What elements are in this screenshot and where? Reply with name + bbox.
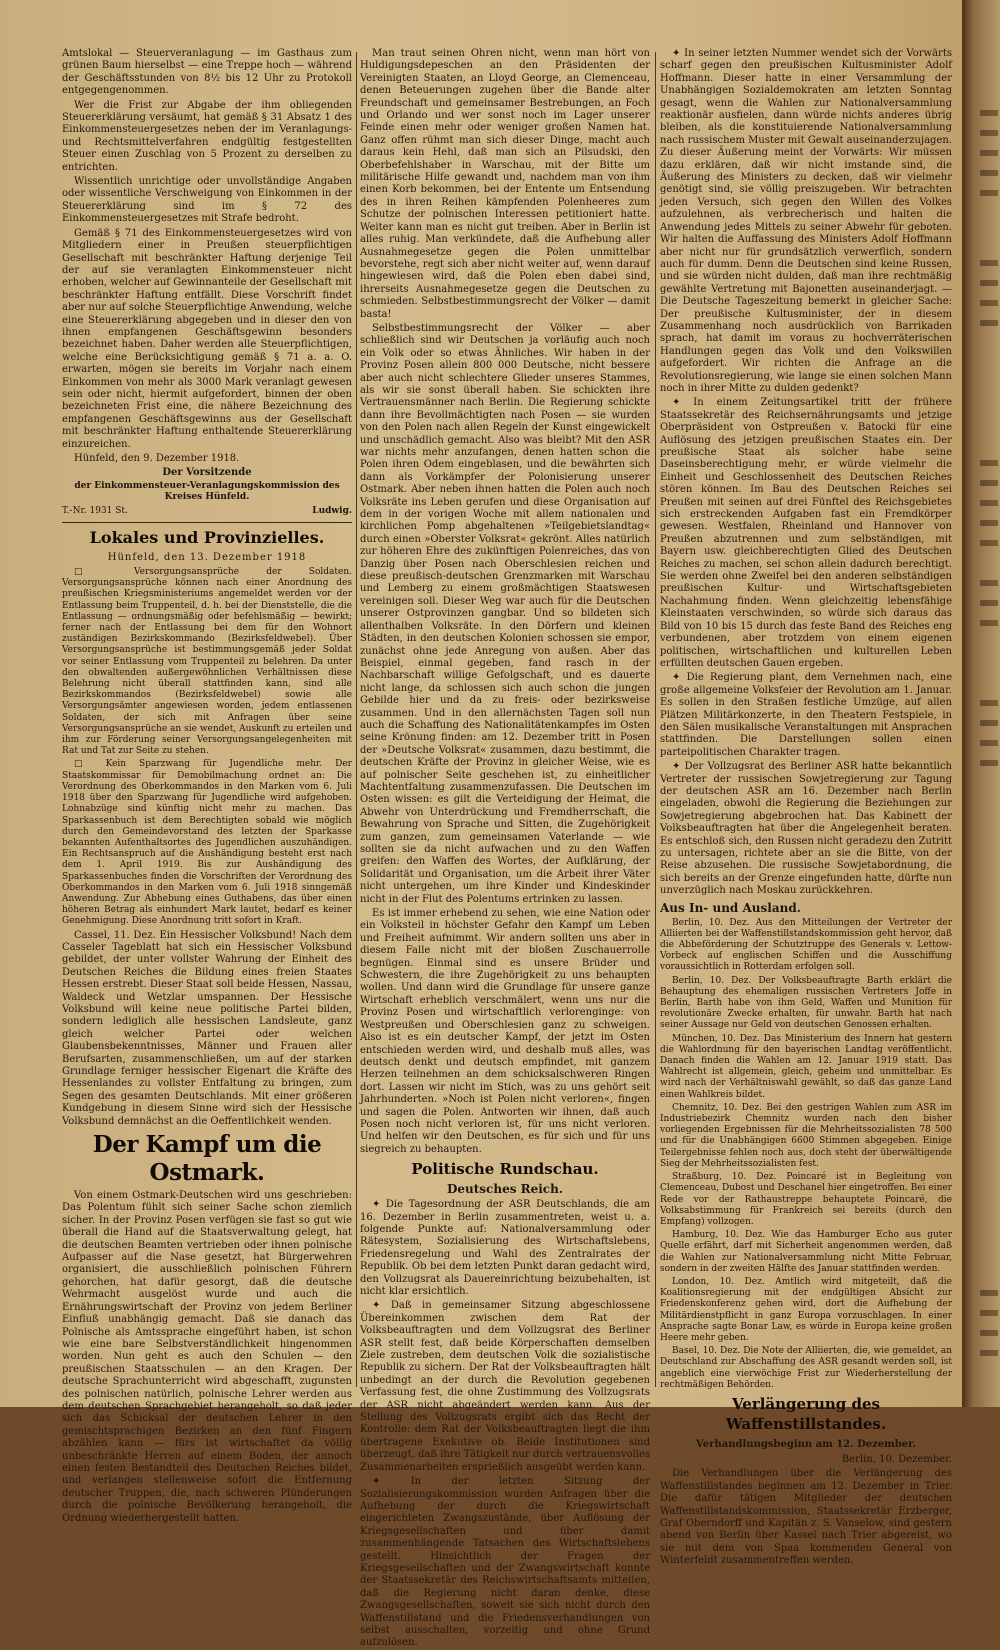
headline-ostmark: Der Kampf um die Ostmark.: [92, 1131, 322, 1187]
adjacent-page-edge: [962, 0, 1000, 1407]
news-item: Hamburg, 10. Dez. Wie das Hamburger Echo aus guter Quelle erfährt, darf mit Sicherheit angenommen werden, daß die Wahlen zur Nationalversammlung nicht Mitte Februar, sondern in der zweiten Hälfte des Januar stattfinden werden.: [660, 1230, 952, 1274]
news-item: London, 10. Dez. Amtlich wird mitgeteilt, daß die Koalitionsregierung mit der endgültigen Absicht zur Friedenskonferenz gehen wird, dort die Aufhebung der Militärdienstpflicht in ganz Europa vorzuschlagen. In einer Ansprache sagte Bonar Law, es würde in Europa keine großen Heere mehr geben.: [660, 1276, 952, 1343]
news-item: Berlin, 10. Dez. Der Volksbeauftragte Barth erklärt die Behauptung des ehemaligen russischen Vertreters Joffe in Berlin, Barth habe von ihm Geld, Waffen und Munition für revolutionäre Zwecke erhalten, für unwahr. Barth hat nach seiner Aussage nur Geld von deutschen Genossen erhalten.: [660, 975, 952, 1031]
notice-paragraph: Wissentlich unrichtige oder unvollständige Angaben oder wissentliche Verschweigung von Einkommen in der Steuererklärung sind im § 72 des Einkommensteuergesetzes mit Strafe bedroht.: [62, 176, 352, 225]
section-dateline: Hünfeld, den 13. Dezember 1918: [107, 551, 307, 563]
news-item: Straßburg, 10. Dez. Poincaré ist in Begleitung von Clemenceau, Dubost und Deschanel hier eingetroffen. Bei einer Rede vor der Rathaustreppe behauptete Poincaré, die Volksabstimmung für Frankreich sei bereits (durch den Empfang) vollzogen.: [660, 1172, 952, 1227]
news-item: □ Versorgungsansprüche der Soldaten. Versorgungsansprüche können nach einer Anordnung des preußischen Kriegsministeriums angemeldet werden vor der Entlassung beim Truppenteil, d. h. bei der Dienststelle, die die Entlassung — ordnungsmäßig oder befehlsmäßig — bewirkt; ferner nach der Entlassung bei dem für den Wohnort zuständigen Bezirkskommando (Bezirksfeldwebel). Über Versorgungsansprüche ist bestimmungsgemäß jeder Soldat vor seiner Entlassung vom Truppenteil zu belehren. Da unter den obwaltenden außergewöhnlichen Verhältnissen diese Belehrung nicht überall stattfinden kann, sind alle Bezirkskommandos (Bezirksfeldwebel) sowie alle Versorgungsämter angewiesen worden, jedem entlassenen Soldaten, der sich mit Anfragen über seine Versorgungsansprüche an sie wendet, Auskunft zu erteilen und ihm zur Förderung seiner Versorgungsangelegenheiten mit Rat und Tat zur Seite zu stehen.: [62, 567, 352, 757]
news-item: Cassel, 11. Dez. Ein Hessischer Volksbund! Nach dem Casseler Tageblatt hat sich ein Hessischer Volksbund gebildet, der unter vollster Wahrung der Einheit des Deutschen Reiches die Bildung eines freien Staates Hessen erstrebt. Dieser Staat soll beide Hessen, Nassau, Waldeck und Wetzlar umspannen. Der Hessische Volksbund will keine neue politische Partei bilden, sondern lediglich alle hessischen Landsleute, ganz gleich welcher Partei oder welchen Glaubensbekenntnisses, Männer und Frauen aller Berufsarten, zusammenschließen, um auf der starken Grundlage ferniger hessischer Eigenart die Kräfte des Hessenlandes zu vollster Entfaltung zu bringen, zum Segen des gesamten Deutschlands. Mit einer größeren Kundgebung in diesem Sinne wird sich der Hessische Volksbund demnächst an die Oeffentlichkeit wenden.: [62, 929, 352, 1127]
section-heading-local: Lokales und Provinzielles.: [89, 527, 325, 547]
article-paragraph: Es ist immer erhebend zu sehen, wie eine Nation oder ein Volksteil in höchster Gefahr den Kampf um Leben und Freiheit aufnimmt. Wir andern sollten uns aber in diesem Falle nicht mit der bloßen Zuschauerrolle begnügen. Einmal sind es unsere Brüder und Schwestern, die ihre Zugehörigkeit zu uns behaupten wollen. Und dann wird die Grundlage für unsere ganze Wirtschaft erheblich verschmälert, wenn uns nur die Provinz Posen und wirtschaftlich verlorenginge: von Westpreußen und Oberschlesien ganz zu schweigen. Also ist es ein deutscher Kampf, der jetzt im Osten entschieden werden wird, und deshalb muß alles, was deutsch denkt und deutsch empfindet, mit ganzem Herzen teilnehmen an dem schicksalschweren Ringen dort. Lassen wir nicht im Stich, was zu uns gehört seit Jahrhunderten. »Noch ist Polen nicht verloren«, fingen und sagen die Polen. Antworten wir ihnen, daß auch Posen noch nicht verloren ist, für uns nicht verloren. Und helfen wir den Deutschen, es für sich und für uns siegreich zu behaupten.: [360, 908, 650, 1155]
subsection-heading: Deutsches Reich.: [446, 1182, 564, 1197]
news-item: ✦ In der letzten Sitzung der Sozialisierungskommission wurden Anfragen über die Aufhebung der durch die Kriegswirtschaft eingerichteten Zwangszustände, über Auflösung der Kriegsgesellschaften und über damit zusammenhängende Tatsachen des Wirtschaftslebens gestellt. Hinsichtlich der Fragen der Kriegsgesellschaften und der Zwangswirtschaft konnte der Staatssekretär des Reichswirtschaftsamts mitteilen, daß die Regierung nicht daran denke, diese Zwangsgesellschaften, soweit sie sich nicht durch den Waffenstillstand und die Friedensverhandlungen von selbst ausschalten, vorzeitig und ohne Grund aufzulösen.: [360, 1476, 650, 1649]
article-paragraph: Die Verhandlungen über die Verlängerung des Waffenstillstandes beginnen am 12. Dezember in Trier. Die dafür tätigen Mitglieder der deutschen Waffenstillstandskommission, Staatssekretär Erzberger, Graf Oberndorff und Kapitän z. S. Vanselow, sind gestern abend von Berlin über Kassel nach Trier abgereist, wo sie mit dem von Spaa kommenden General von Winterfeldt zusammentreffen werden.: [660, 1468, 952, 1567]
news-item: ✦ Daß in gemeinsamer Sitzung abgeschlossene Übereinkommen zwischen dem Rat der Volksbeauftragten und dem Vollzugsrat des Berliner ASR stellt fest, daß beide Körperschaften demselben Ziele zustreben, dem deutschen Volk die sozialistische Republik zu sichern. Der Rat der Volksbeauftragten hält unbedingt an der durch die Revolution gegebenen Verfassung fest, die ohne Zustimmung des Vollzugsrats der ASR nicht abgeändert werden kann. Aus der Stellung des Vollzugsrats ergibt sich das Recht der Kontrolle: dem Rat der Volksbeauftragten liegt die ihm übertragene Exekutive ob. Beide Institutionen sind überzeugt, daß ihre Tätigkeit nur durch vertrauensvolles Zusammenarbeiten ersprießlich ausgeübt werden kann.: [360, 1300, 650, 1473]
notice-signature-title: Der Vorsitzende: [162, 467, 252, 479]
dateline: Berlin, 10. Dezember.: [841, 1453, 952, 1465]
notice-paragraph: Gemäß § 71 des Einkommensteuergesetzes wird von Mitgliedern einer in Preußen steuerpflichtigen Gesellschaft mit beschränkter Haftung derjenige Teil der auf sie veranlagten Einkommensteuer nicht erhoben, welcher auf Gewinnanteile der Gesellschaft mit beschränkter Haftung entfällt. Diese Vorschrift findet aber nur auf solche Steuerpflichtige Anwendung, welche eine Steuererklärung abgegeben und in dieser den von ihnen empfangenen Geschäftsgewinn besonders bezeichnet haben. Daher werden alle Steuerpflichtigen, welche eine Berücksichtigung gemäß § 71 a. a. O. erwarten, mögen sie bereits im Vorjahr nach einem Einkommen von mehr als 3000 Mark veranlagt gewesen sein oder nicht, hiermit aufgefordert, binnen der oben bezeichneten Frist eine, die nähere Bezeichnung des empfangenen Geschäftsgewinns aus der Gesellschaft mit beschränkter Haftung enthaltende Steuererklärung einzureichen.: [62, 227, 352, 450]
column-3: [660, 48, 952, 1567]
notice-place-date: Hünfeld, den 9. Dezember 1918.: [74, 453, 240, 464]
headline-armistice: Verlängerung des Waffenstillstandes.: [725, 1394, 887, 1433]
notice-signature-body: der Einkommensteuer-Veranlagungskommission des Kreises Hünfeld.: [74, 480, 340, 503]
news-item: ✦ Die Tagesordnung der ASR Deutschlands, die am 16. Dezember in Berlin zusammentreten, weist u. a. folgende Punkte auf: Nationalversammlung oder Rätesystem, Sozialisierung des Wirtschaftslebens, Friedensregelung und Wahl des Zentralrates der Republik. Ob bei dem letzten Punkt daran gedacht wird, den Vollzugsrat als Dauereinrichtung beizubehalten, ist nicht klar ersichtlich.: [360, 1199, 650, 1297]
news-item: ✦ Die Regierung plant, dem Vernehmen nach, eine große allgemeine Volksfeier der Revolution am 1. Januar. Es sollen in den Straßen festliche Umzüge, auf allen Plätzen Militärkonzerte, in den Theatern Festspiele, in den Sälen musikalische Veranstaltungen mit Ansprachen stattfinden. Die Darstellungen sollen einen parteipolitischen Charakter tragen.: [660, 672, 952, 758]
news-item: ✦ In einem Zeitungsartikel tritt der frühere Staatssekretär des Reichsernährungsamts und jetzige Oberpräsident von Ostpreußen v. Batocki für eine Auflösung des jetzigen preußischen Staates ein. Der preußische Staat als solcher habe seine Daseinsberechtigung mehr, er würde vielmehr die Einheit und Geschlossenheit des Deutschen Reiches stören können. Im Bau des Deutschen Reiches sei Preußen mit seinen auf drei Fünftel des Reichsgebietes sich erstreckenden Aufgaben fast ein Fremdkörper gewesen. Westfalen, Rheinland und Hannover von Preußen abzutrennen und zum selbständigen, mit Bayern usw. gleichberechtigten Glied des Deutschen Reiches zu machen, sei schon allein dadurch berechtigt. Sie werden ohne Zweifel bei den anderen selbständigen preußischen Kultur- und Wirtschaftsgebieten Nachahmung finden. Wenn gleichzeitig lebensfähige Kleinstaaten verschwinden, so würde sich daraus das Bild von 10 bis 15 durch das feste Band des Reiches eng verbundenen, aber trotzdem von einem eigenen politischen, wirtschaftlichen und kulturellen Leben erfüllten deutschen Gauen ergeben.: [660, 397, 952, 669]
news-item: Berlin, 10. Dez. Aus den Mitteilungen der Vertreter der Alliierten bei der Waffenstillstandskommission geht hervor, daß die Abbeförderung der Schutztruppe des Generals v. Lettow-Vorbeck auf englischen Schiffen und die Ausschiffung voraussichtlich in Rotterdam erfolgen soll.: [660, 917, 952, 973]
news-item: ✦ In seiner letzten Nummer wendet sich der Vorwärts scharf gegen den preußischen Kultusminister Adolf Hoffmann. Dieser hatte in einer Versammlung der Unabhängigen Sozialdemokraten am letzten Sonntag gesagt, wenn die Wahlen zur Nationalversammlung reaktionär ausfielen, dann würde nichts anderes übrig bleiben, als die konstituierende Nationalversammlung nach russischem Muster mit Gewalt auseinanderzujagen. Zu dieser Äußerung meint der Vorwärts: Wir müssen dazu erklären, daß wir nicht imstande sind, die Äußerung des Ministers zu decken, daß wir vielmehr genötigt sind, sie völlig preiszugeben. Wir betrachten jeden Versuch, sich gegen den Willen des Volkes aufzulehnen, als verbrecherisch und halten die Anwendung jedes Mittels zu seiner Abwehr für geboten. Wir halten die Auffassung des Ministers Adolf Hoffmann aber nicht nur für grundsätzlich verwerflich, sondern auch für dumm. Denn die Deutschen sind keine Russen, und sie würden nicht dulden, daß man ihre rechtmäßig gewählte Vertretung mit Bajonetten auseinanderjagt. — Die Deutsche Tageszeitung bemerkt in gleicher Sache: Der preußische Kultusminister, der in diesem Zusammenhang noch ausdrücklich von Barrikaden sprach, hat damit im voraus zu hochverräterischen Handlungen gegen das Volk und den Volkswillen aufgefordert. Wir richten die Anfrage an die Revolutionsregierung, wie lange sie einen solchen Mann noch in ihrer Mitte zu dulden gedenkt?: [660, 48, 952, 394]
article-paragraph: Von einem Ostmark-Deutschen wird uns geschrieben: Das Polentum fühlt sich seiner Sache schon ziemlich sicher. In der Provinz Posen verfügen sie fast so gut wie überall die Hand auf die Staatsverwaltung gelegt, hat die deutschen Beamten vertrieben oder ihnen polnische Aufpasser auf die Nase gesetzt, hat Bürgerwehren organisiert, die ausschließlich polnischen Führern gehorchen, hat dafür gesorgt, daß die deutsche Wehrmacht ausgelöst wurde und auch die Ernährungswirtschaft der Provinz von jedem Berliner Einfluß unabhängig gemacht. Daß sie danach das Polnische als Amtssprache eingeführt haben, ist schon wie eine bare Selbstverständlichkeit hingenommen worden. Nun geht es auch den Schulen — den preußischen Staatsschulen — an den Kragen. Der deutsche Sprachunterricht wird abgeschafft, zugunsten des polnischen natürlich, polnische Lehrer werden aus dem deutschen Sprachgebiet herangeholt, so daß jeder sich das Schicksal der deutschen Lehrer in den gemischtsprachigen Bezirken an den fünf Fingern abzählen kann — fürs ist wirtschaftet da völlig unbeschränkte Herren auf einem Boden, der annoch einen festen Bestandteil des Deutschen Reiches bildet, und verlangen stellenweise sofort die Entfernung deutscher Truppen, die, nach schweren Plünderungen durch die polnische Bevölkerung herangeholt, die Ordnung wiederhergestellt hatten.: [62, 1190, 352, 1524]
column-divider: [356, 52, 357, 1387]
column-1: [62, 48, 352, 1524]
news-item: Chemnitz, 10. Dez. Bei den gestrigen Wahlen zum ASR im Industriebezirk Chemnitz wurden nach den bisher vorliegenden Ergebnissen für die Mehrheitssozialisten 78 500 und für die Unabhängigen 6600 Stimmen abgegeben. Einige Teilergebnisse fehlen noch aus, doch steht der überwältigende Sieg der Mehrheitssozialisten fest.: [660, 1102, 952, 1169]
notice-footer: [62, 505, 352, 517]
article-paragraph: Selbstbestimmungsrecht der Völker — aber schließlich sind wir Deutschen ja vorläufig auch noch ein Volk oder so etwas Ähnliches. Wir haben in der Provinz Posen allein 800 000 Deutsche, nicht bessere aber auch nicht schlechtere Glieder unseres Stammes, als wir sie sonst überall haben. Sie schickten ihre Vertrauensmänner nach Berlin. Die Regierung schickte dann ihre Bevollmächtigten nach Posen — sie wurden von den Polen nach allen Regeln der Kunst eingewickelt und unschädlich gemacht. Also was bleibt? Mit den ASR war nichts mehr anzufangen, denen hatten schon die Polen ihren Odem eingeblasen, und die bewährten sich dann als Vorkämpfer der Polonisierung unserer Ostmark. Aber neben ihnen hatten die Polen auch noch Volksräte ins Leben gerufen und diese Organisation auf dem in der vorigen Woche mit allem nationalen und kirchlichen Pomp abgehaltenen »Teilgebietslandtag« durch einen »Oberster Volksrat« gekrönt. Alles natürlich zur höheren Ehre des zukünftigen Polenreiches, das von Danzig über Posen nach Oberschlesien reichen und diese preußisch-deutschen Grenzmarken mit Warschau und Lemberg zu einem großmächtigen Staatswesen vereinigen soll. Dieser Weg war auch für die Deutschen unserer Ostprovinzen gangbar. Und so bildeten sich allenthalben Volksräte. In den Dörfern und kleinen Städten, in den deutschen Kolonien schossen sie empor, zunächst ohne jede Anregung von außen. Aber das Beispiel, einmal gegeben, fand rasch in der Nachbarschaft willige Gefolgschaft, und es dauerte nicht lange, da schlossen sich auch schon die jungen Gebilde hier und da zu freis- oder bezirksweise zusammen. Und in den allernächsten Tagen soll nun auch die Schaffung des Nationalitätenkampfes im Osten seine Krönung finden: am 12. Dezember tritt in Posen der »Deutsche Volksrat« zusammen, dazu bestimmt, die deutschen Kräfte der Provinz in gleicher Weise, wie es auf polnischer Seite geschehen ist, zu einheitlicher Machtentfaltung zusammenzufassen. Die Deutschen im Osten wissen: es gilt die Verteidigung der Heimat, die Abwehr von Unterdrückung und Fremdherrschaft, die Bewahrung von Sprache und Sitten, die Zugehörigkeit zum ganzen, zum gemeinsamen Vaterlande — wie sollten sie da nicht aufwachen und zu den Waffen greifen: den Waffen des Wortes, der Aufklärung, der Solidarität und Organisation, um die Arbeit ihrer Väter nicht untergehen, um ihre Kinder und Kindeskinder nicht in der Flut des Polentums ertrinken zu lassen.: [360, 322, 650, 905]
divider: [62, 522, 352, 523]
headline-subtitle: Verhandlungsbeginn am 12. Dezember.: [696, 1438, 916, 1450]
article-paragraph: Man traut seinen Ohren nicht, wenn man hört von Huldigungsdepeschen an den Präsidenten der Vereinigten Staaten, an Lloyd George, an Clemenceau, denen Beteuerungen zugehen über die Bande alter Freundschaft und gemeinsamer Bestrebungen, an Foch und Orlando und wer sonst noch im Lager unserer Feinde einen mehr oder weniger großen Namen hat. Ganz offen rühmt man sich dieser Dinge, macht auch daraus kein Hehl, daß man sich an Pilsudski, den Oberbefehlshaber in Warschau, mit der Bitte um militärische Hilfe gewandt und, nachdem man von ihm einen Korb bekommen, bei der Entente um Entsendung des in ihren Reihen kämpfenden Polenheeres zum Schutze der polnischen Interessen petitioniert hatte. Weiter kann man es nicht gut treiben. Aber in Berlin ist alles ruhig. Man verkündete, daß die Aufhebung aller Ausnahmegesetze gegen die Polen unmittelbar bevorstehe, regt sich aber nicht weiter auf, wenn darauf hingewiesen wird, daß die Polen eben dabei sind, ihrerseits Ausnahmegesetze gegen die Deutschen zu schmieden. Selbstbestimmungsrecht der Völker — damit basta!: [360, 48, 650, 320]
section-heading-abroad: Aus In- und Ausland.: [660, 900, 801, 915]
notice-ref: T.-Nr. 1931 St.: [62, 506, 128, 517]
notice-signer: Ludwig.: [312, 506, 352, 517]
news-item: ✦ Der Vollzugsrat des Berliner ASR hatte bekanntlich Vertreter der russischen Sowjetregierung zur Tagung der deutschen ASR am 16. Dezember nach Berlin eingeladen, obwohl die Regierung die Beziehungen zur Sowjetregierung abgebrochen hat. Das Kabinett der Volksbeauftragten hat über die Angelegenheit beraten. Es entschloß sich, den Russen nicht geradezu den Zutritt zu untersagen, richtete aber an sie die Bitte, von der Reise abzusehen. Die russische Sowjetabordnung, die sich bereits an der Grenze eingefunden hatte, dürfte nun unverzüglich nach Moskau zurückkehren.: [660, 761, 952, 897]
column-divider: [655, 52, 656, 1387]
column-2: [360, 48, 650, 1649]
news-item: □ Kein Sparzwang für Jugendliche mehr. Der Staatskommissar für Demobilmachung ordnet an: Die Verordnung des Oberkommandos in den Marken vom 6. Juli 1918 über den Sparzwang für Jugendliche wird aufgehoben. Lohnabzüge sind künftig nicht mehr zu machen. Das Sparkassenbuch ist dem Berechtigten sobald wie möglich durch den Gemeindevorstand des letzten der Sparkasse bekannten Aufenthaltsortes des Jugendlichen auszuhändigen. Ein Rechtsanspruch auf die Aushändigung besteht erst nach dem 1. April 1919. Bis zur Aushändigung des Sparkassenbuches finden die Vorschriften der Verordnung des Oberkommandos in den Marken vom 6. Juli 1918 sinngemäß Anwendung. Zur Abhebung eines Guthabens, das über einen höheren Betrag als einhundert Mark lautet, bedarf es keiner Genehmigung. Diese Anordnung tritt sofort in Kraft.: [62, 759, 352, 927]
section-heading-politics: Politische Rundschau.: [411, 1160, 599, 1179]
notice-paragraph: Wer die Frist zur Abgabe der ihm obliegenden Steuererklärung versäumt, hat gemäß § 31 Absatz 1 des Einkommensteuergesetzes neben der im Veranlagungs- und Rechtsmittelverfahren endgültig festgestellten Steuer einen Zuschlag von 5 Prozent zu derselben zu entrichten.: [62, 99, 352, 173]
news-item: München, 10. Dez. Das Ministerium des Innern hat gestern die Wahlordnung für den bayerischen Landtag veröffentlicht. Danach finden die Wahlen am 12. Januar 1919 statt. Das Wahlrecht ist allgemein, gleich, geheim und unmittelbar. Es wird nach der Verhältniswahl gewählt, so daß das ganze Land einen Wahlkreis bildet.: [660, 1033, 952, 1100]
news-item: Basel, 10. Dez. Die Note der Alliierten, die, wie gemeldet, an Deutschland zur Abschaffung des ASR gesandt werden soll, ist angeblich eine vierwöchige Frist zur Wiederherstellung der rechtmäßigen Behörden.: [660, 1346, 952, 1390]
notice-intro: Amtslokal — Steuerveranlagung — im Gasthaus zum grünen Baum hierselbst — eine Treppe hoch — während der Geschäftsstunden von 8½ bis 12 Uhr zu Protokoll entgegengenommen.: [62, 48, 352, 97]
